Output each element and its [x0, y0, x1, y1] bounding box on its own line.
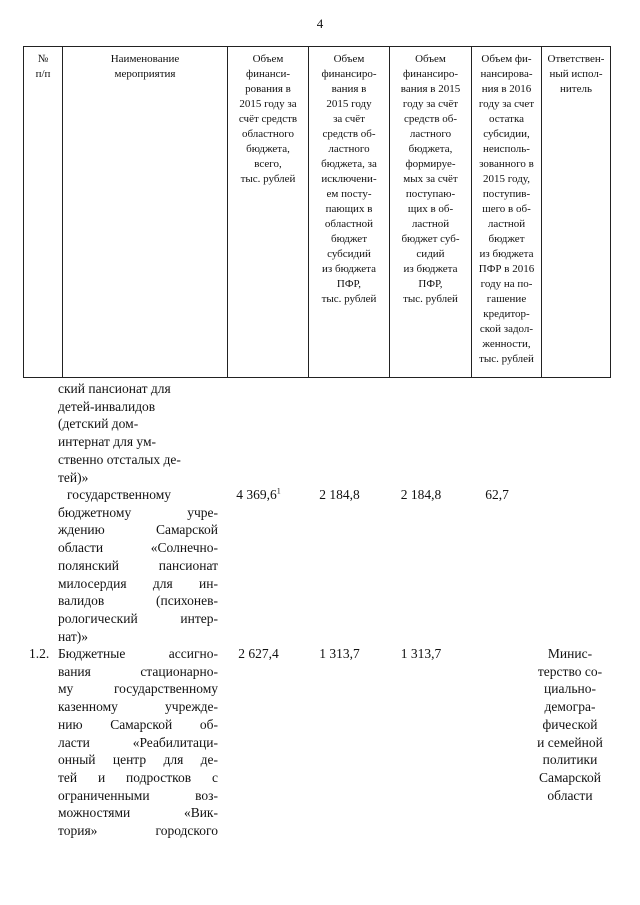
name-line: рологический интер-: [58, 610, 218, 626]
row1-from-pfr: 2 184,8: [400, 487, 442, 502]
name-line: му государственному: [58, 681, 218, 697]
name-line: вания стационарно-: [58, 663, 218, 679]
row1-2016: 62,7: [485, 487, 509, 502]
row0-name: [58, 380, 218, 486]
table-body: [23, 380, 610, 900]
table-row: [58, 645, 218, 840]
responsible-line: фической: [542, 716, 598, 732]
header-2016: Объем фи- нансирова- ния в 2016 году за счет остатка субсидии, неисполь- зованного в 2015 году, поступив- шего в об- ластной бюджет из бюджета ПФР в 2016 году на по- гашение кредитор- ской задол- женности, тыс. рублей: [472, 47, 542, 378]
responsible-line: терство со-: [537, 663, 603, 679]
table-row: [58, 380, 218, 486]
name-line: ограниченными воз-: [58, 787, 218, 803]
name-line: нию Самарской об-: [58, 716, 218, 732]
row2-number: 1.2.: [29, 646, 50, 661]
name-line: Бюджетные ассигно-: [58, 646, 218, 661]
row2-total: 2 627,4: [238, 646, 279, 661]
name-line: тей и подростков с: [58, 769, 218, 785]
name-line: (детский дом-: [58, 416, 139, 432]
responsible-line: и семейной: [537, 734, 603, 750]
page-number: 4: [316, 16, 324, 31]
total-value: 4 369,6: [236, 487, 277, 502]
name-line: бюджетному учре-: [58, 504, 218, 520]
name-line: ждению Самарской: [58, 522, 218, 538]
name-line: интернат для ум-: [58, 434, 157, 450]
name-line: нат)»: [58, 628, 89, 644]
name-line: области «Солнечно-: [58, 540, 218, 556]
name-line: онный центр для де-: [58, 752, 218, 768]
table-row: [58, 486, 218, 645]
name-line: казенному учрежде-: [58, 699, 218, 715]
name-line: полянский пансионат: [58, 557, 218, 573]
header-total-2015: Объем финанси- рования в 2015 году за счёт средств областного бюджета, всего, тыс. рублей: [228, 47, 309, 378]
name-line: ласти «Реабилитаци-: [58, 734, 218, 750]
name-line: милосердия для ин-: [58, 575, 218, 591]
responsible-line: Минис-: [547, 646, 593, 661]
responsible-line: области: [547, 787, 593, 803]
name-line: детей-инвалидов: [58, 398, 156, 414]
footnote-mark: 1: [276, 486, 281, 496]
name-line: государственному: [67, 487, 172, 502]
row1-total: [218, 486, 299, 504]
name-line: тория» городского: [58, 823, 218, 839]
header-number: № п/п: [24, 47, 63, 378]
row1-excluding-pfr: 2 184,8: [319, 487, 360, 502]
header-excluding-pfr-2015: Объем финансиро- вания в 2015 году за счёт средств об- ластного бюджета, за исключени- ем посту- пающих в областной бюджет субсидий из бюджета ПФР, тыс. рублей: [309, 47, 390, 378]
header-name: Наименование мероприятия: [63, 47, 228, 378]
row2-excluding-pfr: 1 313,7: [319, 646, 360, 661]
name-line: тей)»: [58, 469, 89, 485]
name-line: валидов (психонев-: [58, 593, 218, 609]
row2-responsible: [528, 645, 612, 804]
name-line: ский пансионат для: [58, 381, 171, 396]
responsible-line: политики: [542, 752, 598, 768]
name-line: ственно отсталых де-: [58, 451, 181, 467]
header-from-pfr-2015: Объем финансиро- вания в 2015 году за счёт средств об- ластного бюджета, формируе- мых за счёт поступаю- щих в об- ластной бюджет суб- сидий из бюджета ПФР, тыс. рублей: [390, 47, 472, 378]
responsible-line: демогра-: [544, 699, 596, 715]
row2-from-pfr: 1 313,7: [400, 646, 442, 661]
table-header: [23, 46, 611, 378]
header-responsible: Ответствен- ный испол- нитель: [542, 47, 611, 378]
name-line: можностями «Вик-: [58, 805, 218, 821]
responsible-line: Самарской: [538, 769, 602, 785]
responsible-line: циально-: [544, 681, 596, 697]
